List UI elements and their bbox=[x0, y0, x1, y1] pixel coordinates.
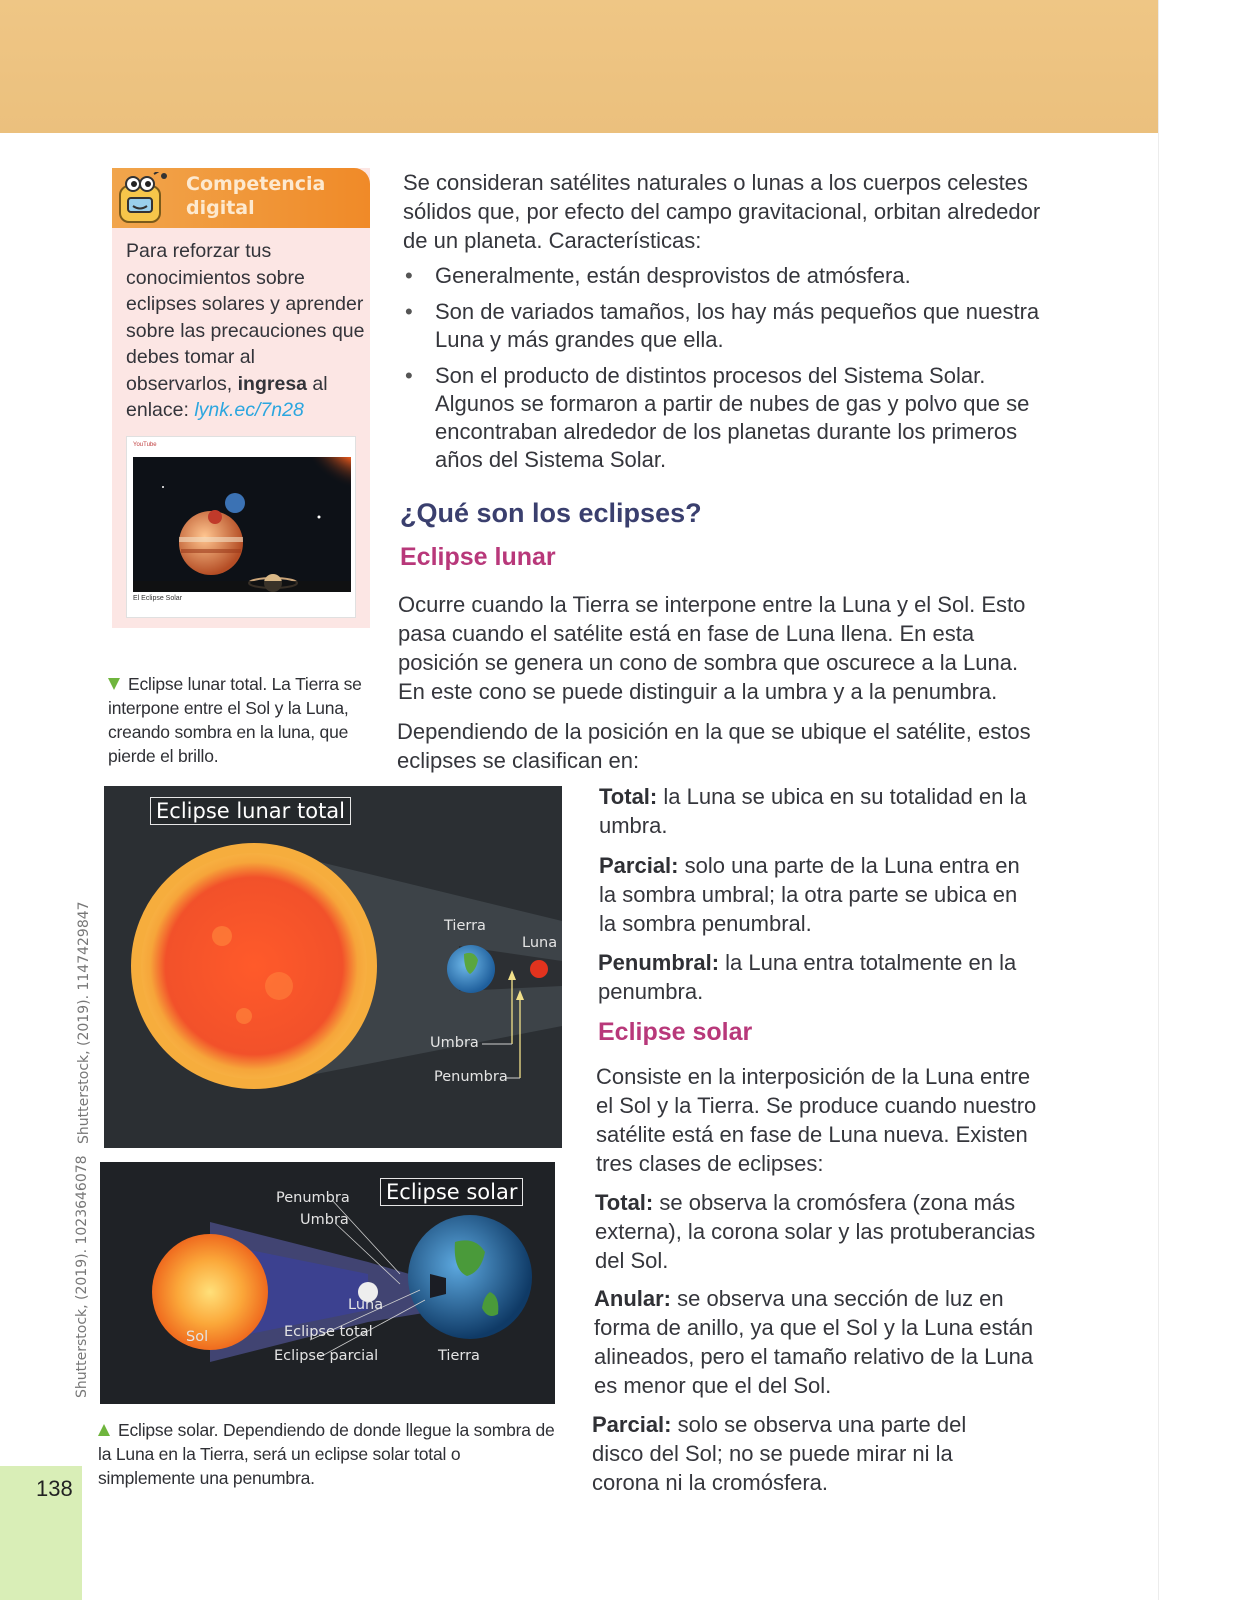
solar-paragraph: Consiste en la interposición de la Luna entre el Sol y la Tierra. Se produce cuando nuestro satélite está en fase de Luna nueva. Existen tres clases de eclipses: bbox=[596, 1064, 1037, 1176]
term-description: se observa una sección de luz en forma de anillo, ya que el Sol y la Luna están alineados, pero el tamaño relativo de la Luna es menor que el del Sol. bbox=[594, 1286, 1034, 1398]
list-item: • Son de variados tamaños, los hay más pequeños que nuestra Luna y más grandes que ella. bbox=[405, 298, 1065, 354]
list-item: • Son el producto de distintos procesos del Sistema Solar. Algunos se formaron a partir de nubes de gas y polvo que se encontraban alrededor de los planetas durante los primeros años del Sistema Solar. bbox=[405, 362, 1065, 474]
list-item: • Generalmente, están desprovistos de atmósfera. bbox=[405, 262, 1065, 290]
solar-system-image bbox=[133, 457, 351, 592]
solar-eclipse-caption bbox=[98, 1418, 558, 1490]
robot-mascot-icon bbox=[116, 172, 168, 226]
competencia-digital-text bbox=[126, 238, 366, 424]
label-eclipse-total: Eclipse total bbox=[284, 1324, 373, 1340]
solar-type-anular bbox=[594, 1284, 1049, 1400]
lunar-figure-title: Eclipse lunar total bbox=[150, 797, 351, 825]
lunar-type-parcial bbox=[599, 851, 1039, 938]
term-description: la Luna entra totalmente en la penumbra. bbox=[598, 950, 1017, 1004]
competencia-digital-header bbox=[112, 168, 370, 228]
page-number: 138 bbox=[36, 1476, 73, 1501]
video-caption: El Eclipse Solar bbox=[133, 595, 183, 602]
lunar-eclipse-caption bbox=[108, 672, 370, 768]
heading-eclipses: ¿Qué son los eclipses? bbox=[400, 498, 702, 528]
term-label: Parcial: bbox=[599, 853, 679, 878]
sidebar-text-end: al enlace: bbox=[126, 372, 328, 421]
sidebar-bold-text: ingresa bbox=[237, 372, 308, 395]
lunar-paragraph-1: Ocurre cuando la Tierra se interpone entre la Luna y el Sol. Esto pasa cuando el satélite está en fase de Luna llena. En esta posición se genera un cono de sombra que oscurece a la Luna. En este cono se puede distinguir a la umbra y a la penumbra. bbox=[398, 592, 1026, 704]
term-description: solo se observa una parte del disco del Sol; no se puede mirar ni la corona ni la cromósfera. bbox=[592, 1412, 967, 1495]
label-luna: Luna bbox=[522, 935, 558, 951]
label-umbra-solar: Umbra bbox=[300, 1212, 349, 1228]
lunar-eclipse-figure bbox=[104, 786, 562, 1148]
label-sol: Sol bbox=[186, 1329, 209, 1345]
term-description: solo una parte de la Luna entra en la sombra umbral; la otra parte se ubica en la sombra penumbral. bbox=[599, 853, 1020, 936]
label-penumbra-solar: Penumbra bbox=[276, 1190, 350, 1206]
caption-lunar-text: Eclipse lunar total. La Tierra se interpone entre el Sol y la Luna, creando sombra en la luna, que pierde el brillo. bbox=[108, 674, 362, 766]
label-eclipse-parcial: Eclipse parcial bbox=[274, 1348, 379, 1364]
credit-solar: Shutterstock, (2019). 1023646078 bbox=[74, 1155, 90, 1398]
video-screen bbox=[133, 457, 351, 592]
intro-paragraph: Se consideran satélites naturales o lunas a los cuerpos celestes sólidos que, por efecto del campo gravitacional, orbitan alrededor de un planeta. Características: bbox=[403, 170, 1041, 253]
label-luna-solar: Luna bbox=[348, 1297, 384, 1313]
lunar-type-penumbral bbox=[598, 948, 1038, 1006]
term-label: Parcial: bbox=[592, 1412, 672, 1437]
competencia-digital-title bbox=[186, 172, 325, 220]
characteristics-list bbox=[405, 262, 1065, 482]
video-brand: YouTube bbox=[133, 442, 157, 448]
label-penumbra: Penumbra bbox=[434, 1069, 508, 1085]
header-band bbox=[0, 0, 1158, 133]
lunar-paragraph-2: Dependiendo de la posición en la que se ubique el satélite, estos eclipses se clasifican en: bbox=[397, 719, 1031, 773]
term-description: la Luna se ubica en su totalidad en la umbra. bbox=[599, 784, 1027, 838]
solar-figure-title: Eclipse solar bbox=[380, 1178, 523, 1206]
term-label: Total: bbox=[599, 784, 658, 809]
term-label: Anular: bbox=[594, 1286, 671, 1311]
solar-type-total bbox=[595, 1188, 1050, 1275]
credit-lunar: Shutterstock, (2019). 1147429847 bbox=[76, 901, 92, 1144]
heading-eclipse-solar: Eclipse solar bbox=[598, 1018, 753, 1046]
label-umbra: Umbra bbox=[430, 1035, 479, 1051]
caption-solar-text: Eclipse solar. Dependiendo de donde llegue la sombra de la Luna en la Tierra, será un eclipse solar total o simplemente una penumbra. bbox=[98, 1420, 555, 1488]
video-thumbnail[interactable] bbox=[126, 436, 356, 618]
title-line-1: Competencia bbox=[186, 173, 326, 195]
resource-link[interactable]: lynk.ec/7n28 bbox=[194, 399, 304, 421]
sidebar-text: Para reforzar tus conocimientos sobre eclipses solares y aprender sobre las precauciones que debes tomar al observarlos, bbox=[126, 240, 365, 395]
page-edge bbox=[1158, 0, 1236, 1600]
term-label: Total: bbox=[595, 1190, 654, 1215]
label-tierra: Tierra bbox=[444, 918, 486, 934]
heading-eclipse-lunar: Eclipse lunar bbox=[400, 543, 556, 571]
solar-type-parcial bbox=[592, 1410, 1012, 1497]
title-line-2: digital bbox=[186, 197, 255, 219]
solar-eclipse-figure bbox=[100, 1162, 555, 1404]
lunar-type-total bbox=[599, 782, 1039, 840]
label-tierra-solar: Tierra bbox=[438, 1348, 480, 1364]
lunar-eclipse-diagram bbox=[104, 786, 562, 1148]
caption-arrow-up-icon bbox=[98, 1424, 110, 1436]
caption-arrow-down-icon bbox=[108, 678, 120, 690]
term-label: Penumbral: bbox=[598, 950, 720, 975]
term-description: se observa la cromósfera (zona más externa), la corona solar y las protuberancias del Sol. bbox=[595, 1190, 1036, 1273]
competencia-digital-box bbox=[112, 168, 370, 628]
